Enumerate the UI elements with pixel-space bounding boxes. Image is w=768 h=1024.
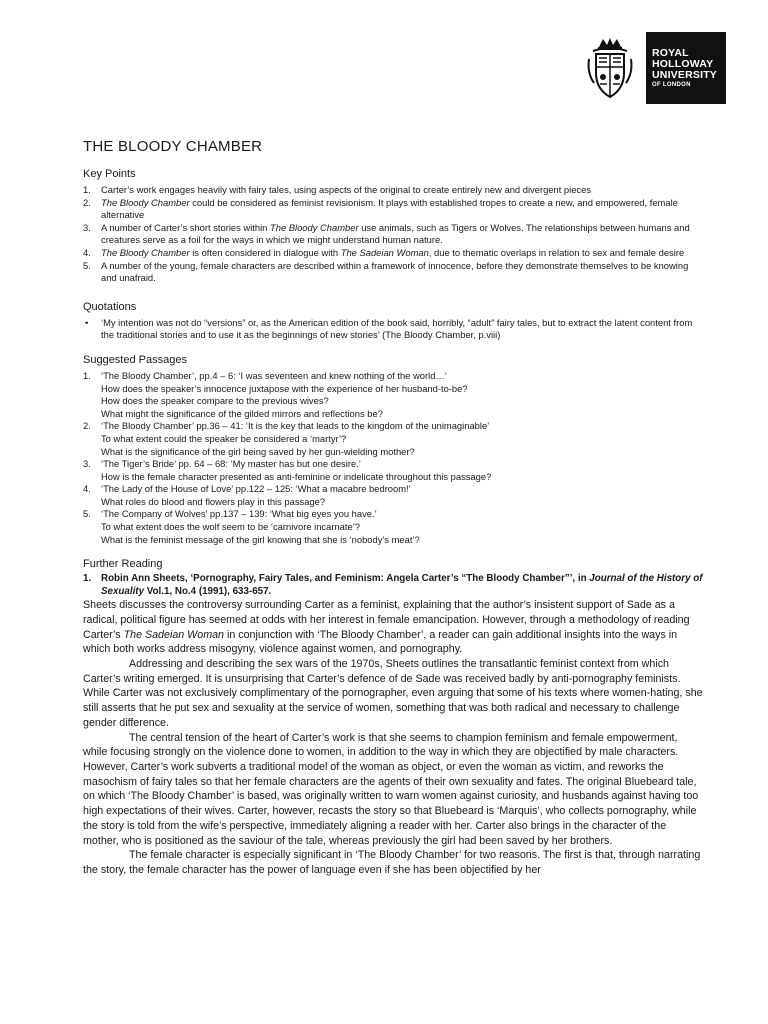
list-number: 3. (83, 221, 91, 233)
passage-item (83, 370, 703, 420)
logo-wordmark (646, 48, 717, 89)
passage-question: To what extent could the speaker be considered a ‘martyr’? (101, 432, 347, 444)
text-run: Robin Ann Sheets, ‘Pornography, Fairy Tales, and Feminism: Angela Carter’s “The Bloody Chamber”’, in (101, 573, 590, 585)
passage-question: What might the significance of the gilded mirrors and reflections be? (101, 407, 383, 419)
passage-question: What roles do blood and flowers play in this passage? (101, 495, 326, 507)
text-run: is often considered in dialogue with (189, 246, 341, 258)
passage-reference: ‘The Tiger’s Bride’ pp. 64 – 68: ‘My master has but one desire.’ (101, 458, 361, 470)
passage-question: How does the speaker’s innocence juxtapose with the experience of her husband-to-be? (101, 382, 468, 394)
text-run: Sheets discusses the controversy surrounding Carter as a feminist, explaining that the author’s insistent support of Sade as a radical, political figure has seemed at odds with her interest in female emancipation. However, through a methodology of reading Carter’s (83, 599, 690, 641)
summary-paragraph (83, 731, 703, 849)
passage-reference: ‘The Bloody Chamber’, pp.4 – 6: ‘I was seventeen and knew nothing of the world…’ (101, 369, 447, 381)
reading-summary (83, 598, 703, 877)
passage-question: How does the speaker compare to the previous wives? (101, 395, 329, 407)
list-number: 4. (83, 246, 91, 258)
key-point-item (83, 247, 703, 260)
italic-title: The Sadeian Woman (340, 246, 429, 258)
document-body (83, 138, 703, 878)
passage-reference: ‘The Bloody Chamber’ pp.36 – 41: ‘It is the key that leads to the kingdom of the unimaginable’ (101, 420, 490, 432)
passages-heading: Suggested Passages (83, 353, 187, 366)
text-run: in conjunction with ‘The Bloody Chamber’, a reader can gain additional insights into the ways in which both works address misogyny, violence against women, and pornography. (83, 628, 678, 656)
reference-citation (83, 572, 703, 598)
quotation-text: ‘My intention was not do “versions” or, as the American edition of the book said, horribly, “adult” fairy tales, but to extract the latent content from the traditional stories and to use it as the beginnings of new stories’ (The Bloody Chamber, p.viii) (101, 316, 693, 341)
passage-item (83, 420, 703, 458)
quotation-item (83, 317, 703, 342)
italic-title: Journal of the History of Sexuality (101, 573, 703, 598)
passage-question: To what extent does the wolf seem to be ‘carnivore incarnate’? (101, 521, 360, 533)
italic-title: The Bloody Chamber (101, 246, 190, 258)
logo-line-small: OF LONDON (652, 81, 691, 88)
reference-number: 1. (83, 573, 92, 585)
passage-question: What is the significance of the girl being saved by her gun-wielding mother? (101, 445, 415, 457)
text-run: A number of the young, female characters are described within a framework of innocence, before they demonstrate themselves to be knowing and unafraid. (101, 259, 689, 284)
key-points-list (83, 184, 703, 285)
text-run: Vol.1, No.4 (1991), 633-657. (144, 586, 272, 598)
logo-line: ROYAL (652, 46, 689, 59)
summary-paragraph (83, 848, 703, 877)
text-run: Carter’s work engages heavily with fairy tales, using aspects of the original to create entirely new and divergent pieces (101, 184, 592, 195)
list-number: 2. (83, 420, 91, 432)
passage-reference: ‘The Company of Wolves’ pp.137 – 139: ‘What big eyes you have.’ (101, 508, 377, 520)
passage-item (83, 483, 703, 508)
bullet-icon: • (85, 316, 89, 328)
list-number: 2. (83, 196, 91, 208)
quotations-list (83, 317, 703, 342)
university-logo (574, 32, 726, 104)
list-number: 3. (83, 458, 91, 470)
further-reading-heading: Further Reading (83, 558, 163, 571)
passage-reference: ‘The Lady of the House of Love’ pp.122 – 125: ‘What a macabre bedroom!’ (101, 483, 411, 495)
key-point-item (83, 260, 703, 285)
passage-question: How is the female character presented as anti-feminine or indelicate throughout this passage? (101, 470, 492, 482)
text-run: A number of Carter’s short stories within (101, 221, 270, 233)
summary-paragraph (83, 657, 703, 731)
logo-line: UNIVERSITY (652, 68, 718, 81)
page-title: THE BLOODY CHAMBER (83, 138, 263, 155)
text-run: The female character is especially significant in ‘The Bloody Chamber’ for two reasons. The first is that, through narrating the story, the female character has the power of language even if she has been objectified by her (83, 849, 701, 876)
text-run: use animals, such as Tigers or Wolves. The relationships between humans and creatures serve as a foil for the ways in which we might understand human nature. (101, 221, 690, 246)
quotations-heading: Quotations (83, 300, 137, 313)
list-number: 1. (83, 369, 91, 381)
passage-item (83, 508, 703, 546)
italic-title: The Sadeian Woman (123, 628, 224, 641)
text-run: Addressing and describing the sex wars of the 1970s, Sheets outlines the transatlantic feminist context from which Carter’s writing emerged. It is unsurprising that Carter’s defence of de Sade was received badly by anti-pornography feminists. While Carter was not exclusively complimentary of the pornographer, even arguing that some of his texts where women-hating, she still asserts that he put sex and sexuality at the service of women, something that was both radical and necessary to challenge gender difference. (83, 658, 703, 729)
key-point-item (83, 222, 703, 247)
italic-title: The Bloody Chamber (270, 221, 359, 233)
key-point-item (83, 197, 703, 222)
passage-question: What is the feminist message of the girl knowing that she is ‘nobody’s meat’? (101, 533, 420, 545)
crest-icon (574, 32, 646, 104)
list-number: 5. (83, 508, 91, 520)
text-run: , due to thematic overlaps in relation to sex and female desire (428, 246, 685, 258)
list-number: 5. (83, 259, 91, 271)
text-run: could be considered as feminist revisionism. It plays with established tropes to create a new, and empowered, female alternative (101, 196, 678, 221)
passage-item (83, 458, 703, 483)
passages-list (83, 370, 703, 546)
key-point-item (83, 184, 703, 197)
summary-paragraph (83, 598, 703, 657)
list-number: 1. (83, 184, 91, 195)
list-number: 4. (83, 483, 91, 495)
key-points-heading: Key Points (83, 168, 136, 180)
italic-title: The Bloody Chamber (101, 196, 190, 208)
logo-line: HOLLOWAY (652, 57, 714, 70)
text-run: The central tension of the heart of Carter’s work is that she seems to champion feminism and female empowerment, while focusing strongly on the violence done to women, in addition to the way in which they are objectified by male characters. However, Carter’s work subverts a traditional model of the woman as object, or even the woman as victim, and reworks the masochism of fairy tales so that her female characters are the agents of their own sexuality and fates. The original Bluebeard tale, on which ‘The Bloody Chamber’ is based, was originally written to warn women against curiosity, and husbands against having too high expectations of their wives. Carter, however, recasts the story so that Bluebeard is ‘Marquis’, who collects pornography, while the story is told from the wife’s perspective, immediately aligning a reader with her. Carter also brings in the character of the mother, who is positioned as the saviour of the tale, whereas previously the girl had been saved by her brothers. (83, 731, 699, 847)
